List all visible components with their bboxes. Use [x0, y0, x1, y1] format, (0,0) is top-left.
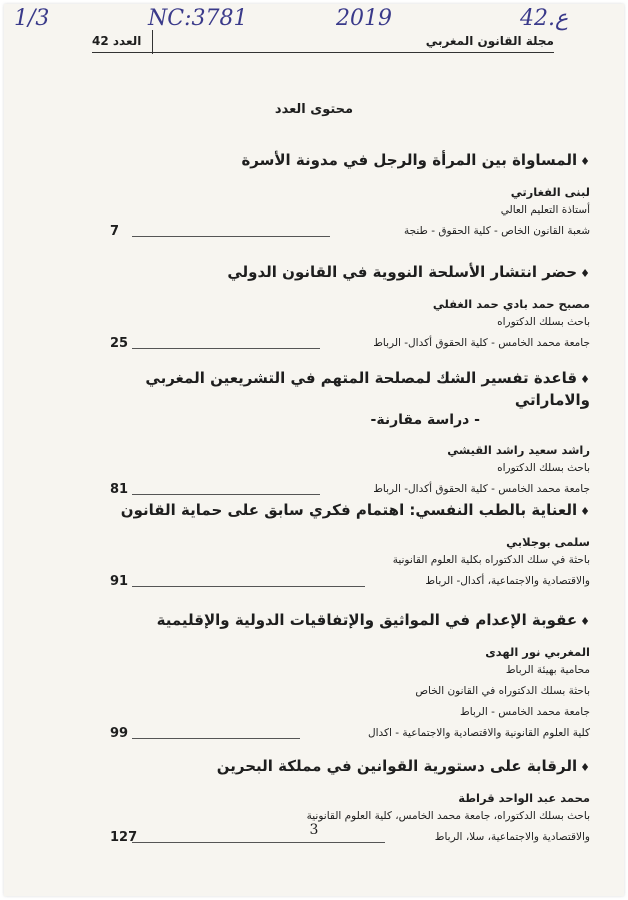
- entry-author: محمد عبد الواحد قراطة: [458, 791, 590, 805]
- leader-dots: [132, 494, 320, 495]
- entry-affiliation: باحث بسلك الدكتوراه: [497, 316, 590, 328]
- entry-author: سلمى بوجلابي: [506, 535, 590, 549]
- leader-dots: [132, 842, 385, 843]
- entry-author: لبنى الفغارتي: [510, 185, 590, 199]
- page-number: 25: [110, 336, 129, 351]
- page-number: 91: [110, 574, 129, 589]
- entry-subtitle: - دراسة مقارنة-: [370, 412, 480, 428]
- handwritten-code: 42.ع: [520, 6, 569, 31]
- handwritten-year: 2019: [336, 6, 392, 31]
- bullet-icon: ♦: [580, 761, 590, 774]
- bullet-icon: ♦: [580, 505, 590, 518]
- bullet-icon: ♦: [580, 155, 590, 168]
- leader-dots: [132, 236, 330, 237]
- contents-title: محتوى العدد: [274, 102, 354, 117]
- entry-affiliation: أستاذة التعليم العالي: [500, 204, 590, 216]
- toc-entry: [110, 368, 590, 500]
- entry-title: ♦عقوبة الإعدام في المواثيق والإتفاقيات الدولية والإقليمية: [156, 611, 590, 629]
- entry-affiliation: جامعة محمد الخامس - الرباط: [460, 706, 590, 718]
- entry-title: ♦العناية بالطب النفسي: اهتمام فكري سابق على حماية القانون: [120, 501, 590, 519]
- toc-entry: [110, 756, 590, 866]
- entry-author: راشد سعيد راشد القيشي: [447, 443, 590, 457]
- leader-dots: [132, 348, 320, 349]
- handwritten-fraction: 1/3: [14, 6, 50, 31]
- bullet-icon: ♦: [580, 615, 590, 628]
- entry-title: ♦المساواة بين المرأة والرجل في مدونة الأسرة: [241, 151, 590, 169]
- toc-entry: [110, 150, 590, 262]
- header-rule: [92, 52, 554, 53]
- page-number: 7: [110, 224, 120, 239]
- entry-last-line: والاقتصادية والاجتماعية، سلا، الرباط 127: [110, 827, 590, 848]
- page-number: 127: [110, 830, 138, 845]
- entry-last-line: كلية العلوم القانونية والاقتصادية والاجتماعية - اكدال 99: [110, 723, 590, 744]
- issue-number: العدد 42: [92, 34, 142, 48]
- entry-last-line: جامعة محمد الخامس - كلية الحقوق أكدال- الرباط 25: [110, 333, 590, 354]
- entry-title: ♦قاعدة تفسير الشك لمصلحة المتهم في التشريعين المغربي والاماراتي: [145, 369, 590, 409]
- page-footer-number: 3: [309, 822, 319, 838]
- entry-last-line: جامعة محمد الخامس - كلية الحقوق أكدال- الرباط 81: [110, 479, 590, 500]
- entry-affiliation: باحث بسلك الدكتوراه: [497, 462, 590, 474]
- entry-author: المغربي نور الهدى: [485, 645, 590, 659]
- journal-name: مجلة القانون المغربي: [425, 34, 554, 48]
- bullet-icon: ♦: [580, 373, 590, 386]
- page-number: 99: [110, 726, 129, 741]
- entry-affiliation: باحث بسلك الدكتوراه، جامعة محمد الخامس، كلية العلوم القانونية: [306, 810, 590, 822]
- leader-dots: [132, 738, 300, 739]
- entry-author: مصبح حمد بادي حمد الغفلي: [432, 297, 590, 311]
- running-header: [92, 30, 554, 52]
- page-number: 81: [110, 482, 129, 497]
- toc-entry: [110, 500, 590, 610]
- entry-last-line: والاقتصادية والاجتماعية، أكدال- الرباط 91: [110, 571, 590, 592]
- toc-list: [110, 150, 590, 866]
- toc-entry: [110, 262, 590, 368]
- entry-affiliation: باحثة في سلك الدكتوراه بكلية العلوم القانونية: [392, 554, 590, 566]
- entry-title: ♦الرقابة على دستورية القوانين في مملكة البحرين: [216, 757, 590, 775]
- entry-affiliation: محامية بهيئة الرباط: [505, 664, 590, 676]
- bullet-icon: ♦: [580, 267, 590, 280]
- entry-last-line: شعبة القانون الخاص - كلية الحقوق - طنجة 7: [110, 221, 590, 242]
- header-tick: [152, 30, 153, 54]
- entry-title: ♦حضر انتشار الأسلحة النووية في القانون الدولي: [227, 263, 590, 281]
- toc-entry: [110, 610, 590, 756]
- handwritten-nc-number: NC:3781: [148, 6, 248, 31]
- leader-dots: [132, 586, 365, 587]
- entry-affiliation: باحثة بسلك الدكتوراه في القانون الخاص: [415, 685, 590, 697]
